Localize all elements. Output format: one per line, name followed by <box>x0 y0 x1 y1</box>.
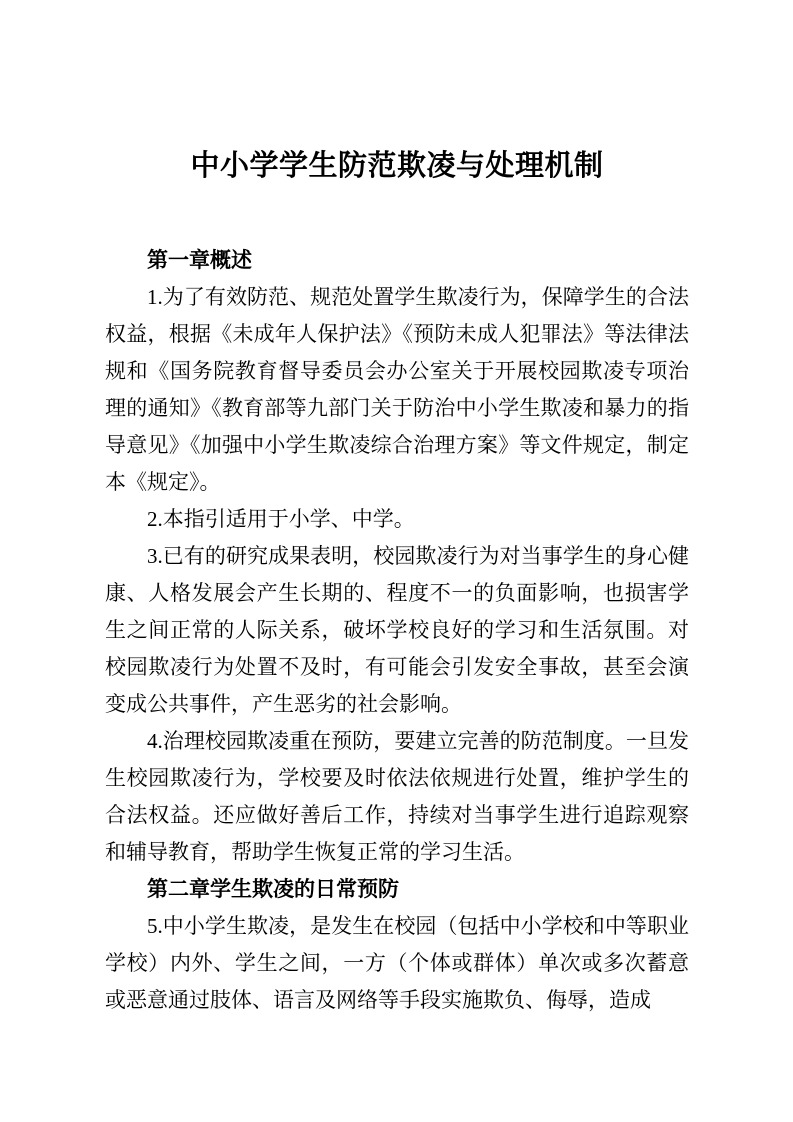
paragraph-1: 1.为了有效防范、规范处置学生欺凌行为，保障学生的合法权益，根据《未成年人保护法》《预防未成人犯罪法》等法律法规和《国务院教育督导委员会办公室关于开展校园欺凌专项治理的通知》《教育部等九部门关于防治中小学生欺凌和暴力的指导意见》《加强中小学生欺凌综合治理方案》等文件规定，制定本《规定》。 <box>105 285 689 494</box>
paragraph-3: 3.已有的研究成果表明，校园欺凌行为对当事学生的身心健康、人格发展会产生长期的、程度不一的负面影响，也损害学生之间正常的人际关系，破坏学校良好的学习和生活氛围。对校园欺凌行为处置不及时，有可能会引发安全事故，甚至会演变成公共事件，产生恶劣的社会影响。 <box>105 544 689 716</box>
paragraph-4: 4.治理校园欺凌重在预防，要建立完善的防范制度。一旦发生校园欺凌行为，学校要及时依法依规进行处置，维护学生的合法权益。还应做好善后工作，持续对当事学生进行追踪观察和辅导教育，帮助学生恢复正常的学习生活。 <box>105 729 689 864</box>
chapter-1-heading: 第一章概述 <box>147 248 252 272</box>
paragraph-2: 2.本指引适用于小学、中学。 <box>147 507 415 531</box>
paragraph-5: 5.中小学生欺凌，是发生在校园（包括中小学校和中等职业学校）内外、学生之间，一方（个体或群体）单次或多次蓄意或恶意通过肢体、语言及网络等手段实施欺负、侮辱，造成 <box>105 914 689 1012</box>
document-title: 中小学学生防范欺凌与处理机制 <box>190 150 604 182</box>
chapter-2-heading: 第二章学生欺凌的日常预防 <box>147 877 399 901</box>
